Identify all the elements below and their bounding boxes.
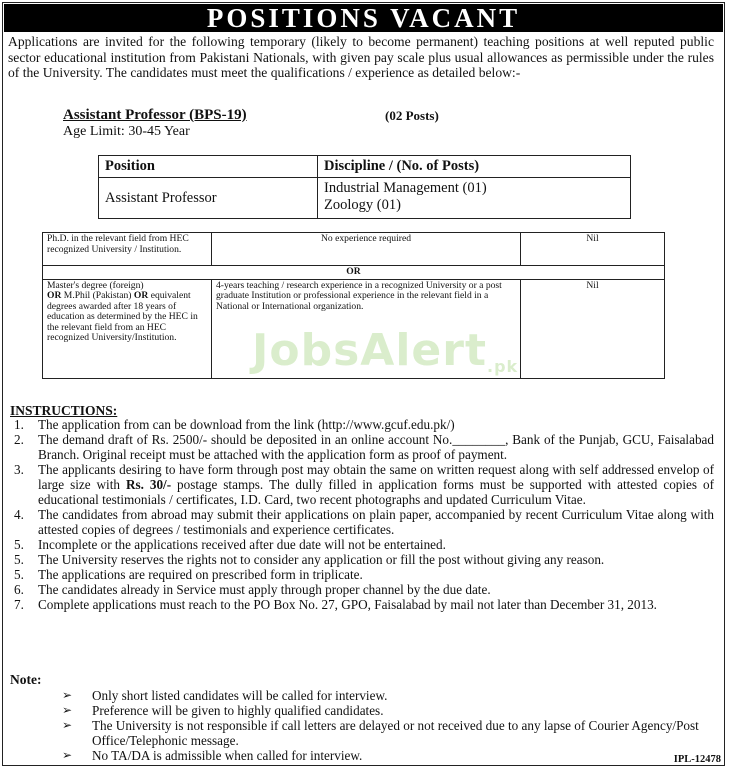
instruction-item: 5. The applications are required on prescribed form in triplicate. xyxy=(14,567,363,582)
notes-list xyxy=(62,688,712,763)
instruction-item: 2. The demand draft of Rs. 2500/- should be deposited in an online account No.________, Bank of the Punjab, GCU, Faisalabad Branch. Original receipt must be attached with the application form as proof of payment. xyxy=(14,432,714,462)
arrow-bullet-icon: ➢ xyxy=(62,688,73,702)
qualification-phd: Ph.D. in the relevant field from HEC recognized University / Institution. xyxy=(43,233,212,266)
discipline-item: Industrial Management (01) xyxy=(324,180,487,196)
arrow-bullet-icon: ➢ xyxy=(62,748,73,762)
note-item: ➢ Preference will be given to highly qualified candidates. xyxy=(62,703,384,718)
experience-phd: No experience required xyxy=(212,233,521,266)
qualification-masters: Master's degree (foreign) OR M.Phil (Pakistan) OR equivalent degrees awarded after 18 years of education as determined by the HEC in the relevant field from an HEC recognized University/Institution. xyxy=(43,279,212,378)
instructions-list xyxy=(10,417,714,612)
instruction-item: 5. The University reserves the rights not to consider any application or fill the post without giving any reason. xyxy=(14,552,605,567)
experience-masters: 4-years teaching / research experience in a recognized University or a post graduate Institution or professional experience in the relevant field in a National or International organization. xyxy=(212,279,521,378)
note-item: ➢ Only short listed candidates will be called for interview. xyxy=(62,688,388,703)
or-divider: OR xyxy=(43,266,665,280)
position-name: Assistant Professor xyxy=(99,178,318,219)
instruction-item: 4. The candidates from abroad may submit their applications on plain paper, accompanied by recent Curriculum Vitae along with attested copies of degrees / testimonials and experience certificates. xyxy=(14,507,714,537)
other-masters: Nil xyxy=(521,279,665,378)
post-count: (02 Posts) xyxy=(385,108,439,123)
positions-header-discipline: Discipline / (No. of Posts) xyxy=(318,156,631,178)
instructions-heading: INSTRUCTIONS: xyxy=(10,403,118,418)
note-item: ➢ The University is not responsible if call letters are delayed or not received due to any lapse of Courier Agency/Post Office/Telephonic message. xyxy=(62,718,699,748)
other-phd: Nil xyxy=(521,233,665,266)
discipline-list xyxy=(318,178,631,219)
positions-table xyxy=(98,155,631,219)
post-title: Assistant Professor (BPS-19) xyxy=(63,107,247,123)
note-heading: Note: xyxy=(10,672,42,687)
positions-header-position: Position xyxy=(99,156,318,178)
intro-paragraph: Applications are invited for the following temporary (likely to become permanent) teaching positions at well reputed public sector educational institution from Pakistani Nationals, with given pay scale plus usual allowances as permissible under the rules of the University. The candidates must meet the qualifications / experience as detailed below:- xyxy=(8,34,714,80)
watermark-logo: JobsAlert.pk xyxy=(252,325,519,376)
instruction-item: 3. The applicants desiring to have form through post may obtain the same on written request along with self addressed envelop of large size with Rs. 30/- postage stamps. The dully filled in application forms must be supported with attested copies of educational testimonials / certificates, I.D. Card, two recent photographs and updated Curriculum Vitae. xyxy=(14,462,714,507)
instruction-item: 5. Incomplete or the applications received after due date will not be entertained. xyxy=(14,537,446,552)
age-limit: Age Limit: 30-45 Year xyxy=(63,124,190,139)
discipline-item: Zoology (01) xyxy=(324,197,401,213)
arrow-bullet-icon: ➢ xyxy=(62,718,73,732)
instruction-item: 6. The candidates already in Service must apply through proper channel by the due date. xyxy=(14,582,491,597)
note-item: ➢ No TA/DA is admissible when called for interview. xyxy=(62,748,363,763)
instruction-item: 1. The application from can be download from the link (http://www.gcuf.edu.pk/) xyxy=(14,417,455,432)
banner-title: POSITIONS VACANT xyxy=(4,4,723,32)
reference-code: IPL-12478 xyxy=(673,754,721,765)
instruction-item: 7. Complete applications must reach to the PO Box No. 27, GPO, Faisalabad by mail not later than December 31, 2013. xyxy=(14,597,657,612)
arrow-bullet-icon: ➢ xyxy=(62,703,73,717)
